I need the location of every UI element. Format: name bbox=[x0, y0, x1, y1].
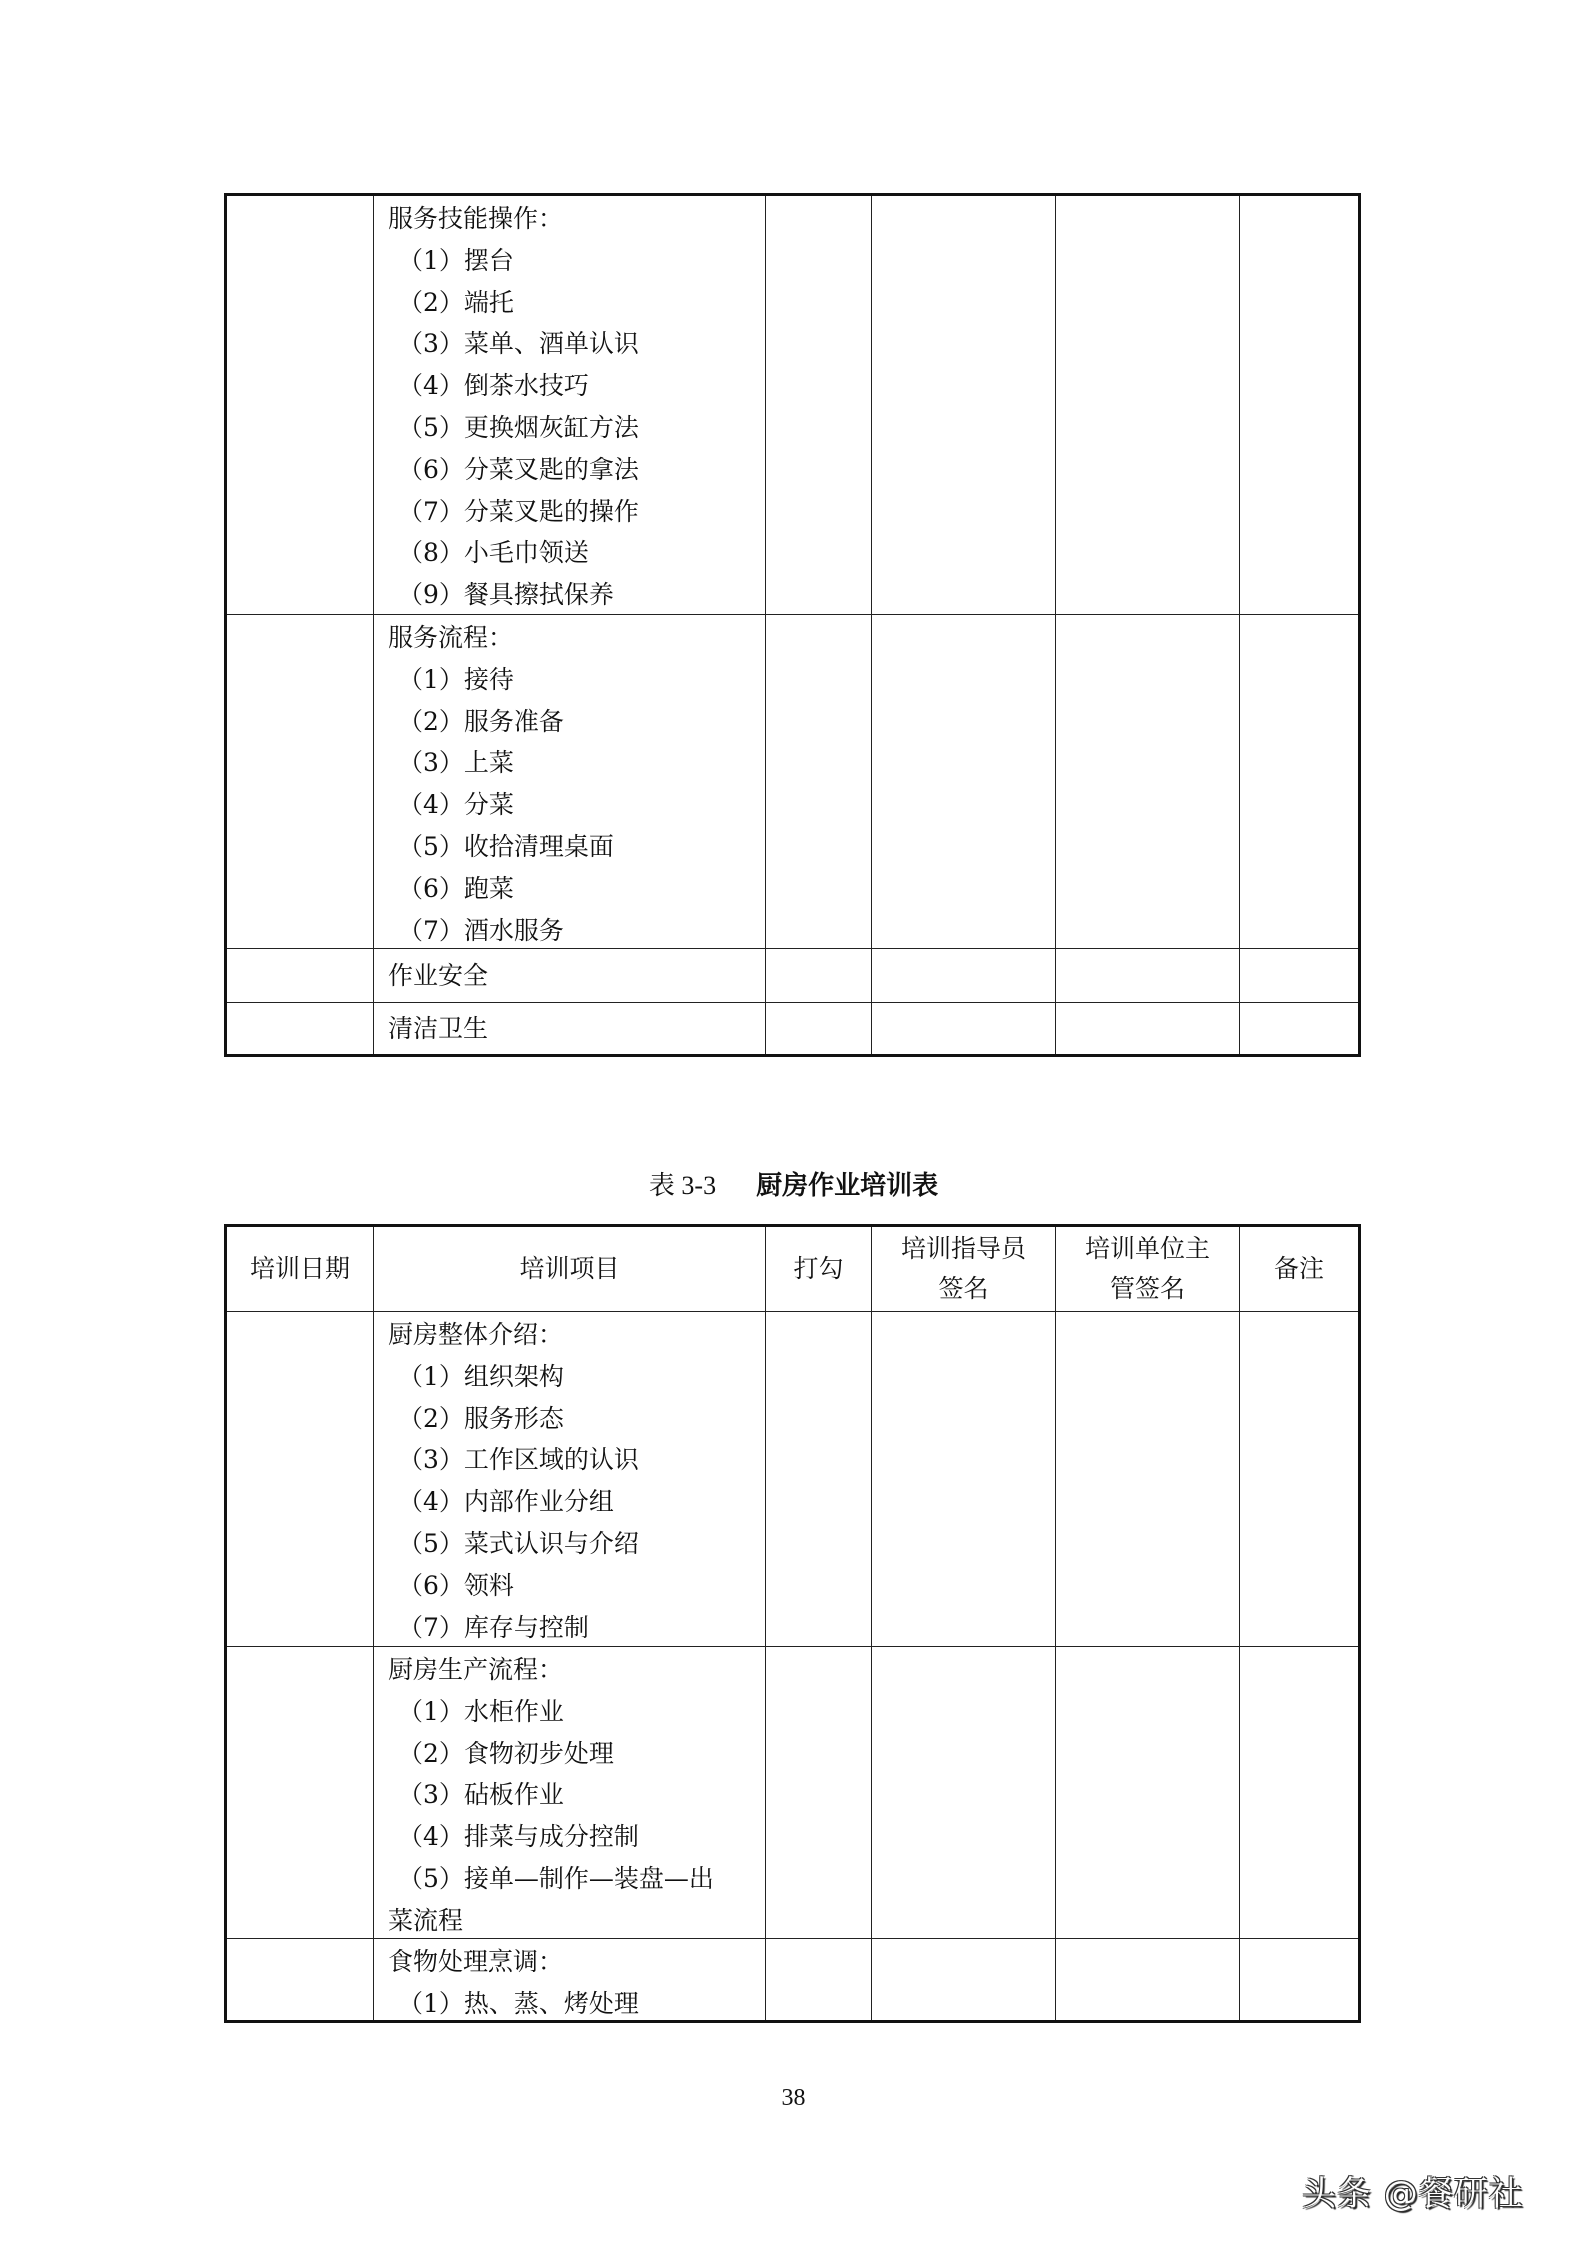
sub-item: （2）服务准备 bbox=[398, 706, 564, 736]
supervisor-signature-cell bbox=[1055, 1939, 1239, 2020]
remarks-cell bbox=[1239, 615, 1358, 948]
sub-item: （3）工作区域的认识 bbox=[398, 1445, 639, 1475]
sub-item: （4）倒茶水技巧 bbox=[398, 371, 589, 401]
sub-item: （3）菜单、酒单认识 bbox=[398, 329, 639, 359]
sub-item: （1）水柜作业 bbox=[398, 1696, 564, 1726]
table-row bbox=[227, 196, 1358, 614]
table-header-row bbox=[227, 1227, 1358, 1311]
training-table-continued bbox=[224, 193, 1361, 1057]
item-heading: 食物处理烹调： bbox=[388, 1947, 564, 1976]
item-cell bbox=[373, 949, 765, 1002]
remarks-cell bbox=[1239, 1647, 1358, 1938]
date-cell bbox=[227, 196, 373, 614]
sub-item: （7）酒水服务 bbox=[398, 915, 564, 945]
date-cell bbox=[227, 1312, 373, 1646]
supervisor-signature-cell bbox=[1055, 615, 1239, 948]
item-heading: 清洁卫生 bbox=[388, 1014, 489, 1043]
header-supervisor-line1: 培训单位主 bbox=[1084, 1234, 1210, 1263]
table-row bbox=[227, 614, 1358, 948]
kitchen-training-table bbox=[224, 1224, 1361, 2023]
item-heading: 作业安全 bbox=[388, 961, 489, 990]
check-cell bbox=[765, 196, 871, 614]
remarks-cell bbox=[1239, 1312, 1358, 1646]
sub-item: （3）上菜 bbox=[398, 748, 514, 778]
check-cell bbox=[765, 1312, 871, 1646]
header-remarks-label: 备注 bbox=[1273, 1254, 1324, 1283]
date-cell bbox=[227, 949, 373, 1002]
caption-number: 表 3-3 bbox=[648, 1171, 717, 1200]
sub-item: （6）领料 bbox=[398, 1570, 514, 1600]
item-cell bbox=[373, 615, 765, 948]
item-cell bbox=[373, 1003, 765, 1054]
sub-item: （3）砧板作业 bbox=[398, 1780, 564, 1810]
instructor-signature-cell bbox=[871, 1003, 1055, 1054]
item-heading: 服务流程： bbox=[388, 623, 514, 652]
header-remarks bbox=[1239, 1227, 1358, 1311]
header-supervisor bbox=[1055, 1227, 1239, 1311]
instructor-signature-cell bbox=[871, 1647, 1055, 1938]
item-heading: 厨房生产流程： bbox=[388, 1655, 564, 1684]
instructor-signature-cell bbox=[871, 1312, 1055, 1646]
header-instructor bbox=[871, 1227, 1055, 1311]
item-cell bbox=[373, 1312, 765, 1646]
sub-item: （5）菜式认识与介绍 bbox=[398, 1528, 639, 1558]
header-supervisor-line2: 管签名 bbox=[1109, 1274, 1185, 1303]
table-row bbox=[227, 1938, 1358, 2020]
sub-item: （1）接待 bbox=[398, 664, 514, 694]
sub-item: （4）内部作业分组 bbox=[398, 1487, 614, 1517]
date-cell bbox=[227, 1647, 373, 1938]
date-cell bbox=[227, 1003, 373, 1054]
check-cell bbox=[765, 949, 871, 1002]
supervisor-signature-cell bbox=[1055, 1312, 1239, 1646]
sub-item: （4）分菜 bbox=[398, 790, 514, 820]
supervisor-signature-cell bbox=[1055, 1647, 1239, 1938]
sub-item: （5）更换烟灰缸方法 bbox=[398, 412, 639, 442]
header-instructor-line1: 培训指导员 bbox=[900, 1234, 1026, 1263]
sub-item: （7）库存与控制 bbox=[398, 1612, 589, 1642]
sub-item: （7）分菜叉匙的操作 bbox=[398, 496, 639, 526]
sub-item: （5）接单—制作—装盘—出 bbox=[398, 1863, 714, 1893]
table-caption bbox=[0, 1165, 1587, 1202]
sub-item: （1）热、蒸、烤处理 bbox=[398, 1988, 639, 2018]
watermark: 头条 @餐研社 bbox=[1302, 2174, 1524, 2214]
sub-item: （2）食物初步处理 bbox=[398, 1738, 614, 1768]
header-date bbox=[227, 1227, 373, 1311]
header-check-label: 打勾 bbox=[793, 1254, 844, 1283]
header-item-label: 培训项目 bbox=[519, 1254, 620, 1283]
remarks-cell bbox=[1239, 1939, 1358, 2020]
table-row bbox=[227, 1311, 1358, 1646]
sub-item: （1）摆台 bbox=[398, 245, 514, 275]
page-number: 38 bbox=[781, 2085, 806, 2111]
remarks-cell bbox=[1239, 949, 1358, 1002]
instructor-signature-cell bbox=[871, 1939, 1055, 2020]
table-row bbox=[227, 948, 1358, 1002]
sub-item-wrap: 菜流程 bbox=[388, 1905, 464, 1935]
item-heading: 服务技能操作： bbox=[388, 204, 564, 233]
sub-item: （2）服务形态 bbox=[398, 1403, 564, 1433]
date-cell bbox=[227, 1939, 373, 2020]
sub-item: （2）端托 bbox=[398, 287, 514, 317]
instructor-signature-cell bbox=[871, 196, 1055, 614]
remarks-cell bbox=[1239, 1003, 1358, 1054]
sub-item: （6）跑菜 bbox=[398, 873, 514, 903]
check-cell bbox=[765, 1939, 871, 2020]
instructor-signature-cell bbox=[871, 615, 1055, 948]
header-check bbox=[765, 1227, 871, 1311]
sub-item: （5）收拾清理桌面 bbox=[398, 831, 614, 861]
item-cell bbox=[373, 1647, 765, 1938]
supervisor-signature-cell bbox=[1055, 196, 1239, 614]
item-heading: 厨房整体介绍： bbox=[388, 1320, 564, 1349]
check-cell bbox=[765, 615, 871, 948]
sub-item: （9）餐具擦拭保养 bbox=[398, 580, 614, 610]
supervisor-signature-cell bbox=[1055, 1003, 1239, 1054]
sub-item: （4）排菜与成分控制 bbox=[398, 1822, 639, 1852]
sub-item: （8）小毛巾领送 bbox=[398, 538, 589, 568]
instructor-signature-cell bbox=[871, 949, 1055, 1002]
supervisor-signature-cell bbox=[1055, 949, 1239, 1002]
sub-item: （6）分菜叉匙的拿法 bbox=[398, 454, 639, 484]
item-cell bbox=[373, 196, 765, 614]
header-item bbox=[373, 1227, 765, 1311]
table-row bbox=[227, 1002, 1358, 1054]
check-cell bbox=[765, 1003, 871, 1054]
table-row bbox=[227, 1646, 1358, 1938]
remarks-cell bbox=[1239, 196, 1358, 614]
check-cell bbox=[765, 1647, 871, 1938]
header-date-label: 培训日期 bbox=[249, 1254, 350, 1283]
date-cell bbox=[227, 615, 373, 948]
caption-title: 厨房作业培训表 bbox=[756, 1171, 939, 1201]
item-cell bbox=[373, 1939, 765, 2020]
sub-item: （1）组织架构 bbox=[398, 1361, 564, 1391]
header-instructor-line2: 签名 bbox=[938, 1274, 989, 1303]
